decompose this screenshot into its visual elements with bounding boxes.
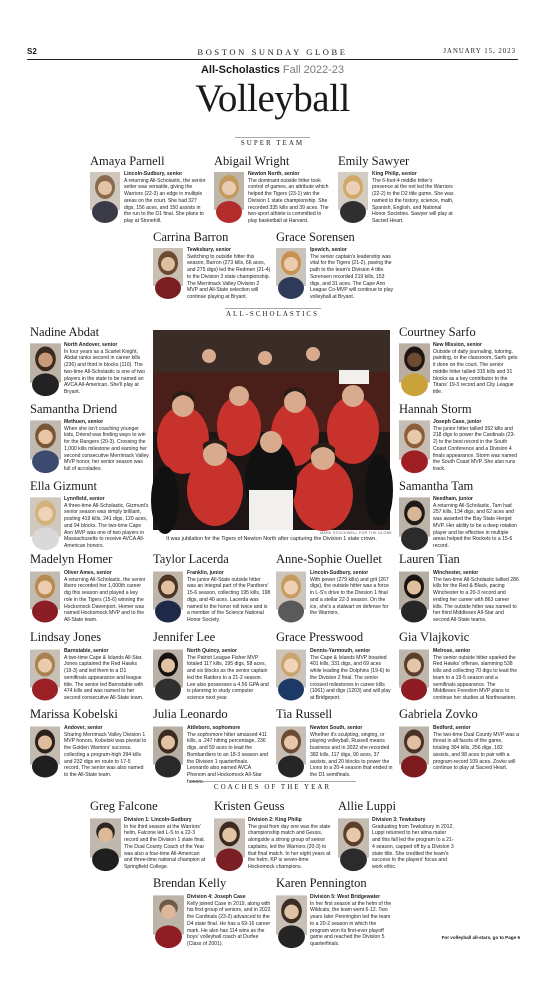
player-photo [399, 420, 430, 460]
coach-division: Division 4: Joseph Case [187, 894, 246, 900]
player-name: Carrina Barron [153, 230, 229, 244]
player-bio-text: The 6-foot-4 middle hitter's presence at the net led the Warriors (22-2) to the D2 title game. She was named to the history, science, math, Spanish, English, and National Honor Societies. Sawyer will play at Sacred Heart. [372, 177, 454, 225]
player-school: Needham, junior [433, 496, 473, 502]
coach-name: Greg Falcone [90, 799, 158, 813]
player-name: Gabriela Zovko [399, 707, 478, 721]
player-school: King Philip, senior [372, 171, 417, 177]
portrait-icon [153, 895, 184, 935]
player-name: Lauren Tian [399, 552, 460, 566]
section-rule [235, 137, 310, 138]
coach-bio-text: The goal from day one was the state championship match and Geuss, alongside a strong group of senior captains, led the Warriors (20-3) to that final match. In her eight years at the helm, KP is seven-time Hockomock champions. [248, 823, 331, 871]
player-school: Lincoln-Sudbury, senior [310, 570, 369, 576]
portrait-icon [30, 497, 61, 537]
coach-name: Karen Pennington [276, 876, 367, 890]
player-bio [187, 570, 271, 628]
player-school: New Mission, senior [433, 342, 482, 348]
player-school: North Andover, senior [64, 342, 118, 348]
player-school: North Quincy, senior [187, 648, 237, 654]
player-photo [30, 649, 60, 688]
player-school: Newton South, senior [310, 725, 363, 731]
player-bio-text: Switching to outside hitter this season, Barron (273 kills, 66 aces, and 275 digs) led the Redmen (21-4) to the Division 3 state championship. The Merrimack Valley Division 2 MVP and All-State selection will continue playing at Bryant. [187, 253, 271, 301]
coach-bio-text: Graduating from Tewksbury in 2012, Luppi returned to her alma mater and this fall led the program to a 21-4 season, capped off by a Division 3 state title. She credited the team's success to the players' focus and work ethic. [372, 823, 454, 871]
player-school: Lynnfield, senior [64, 496, 105, 502]
player-name: Madelyn Homer [30, 552, 113, 566]
player-bio-text: A returning All-Scholastic, Tam had 257 kills, 134 digs, and 62 aces and was awarded the Bay State Herget MVP. Her ability to be a deep rotation player and be effective in multiple areas helped the Rockets to a 15-6 record. [433, 502, 518, 550]
player-bio [248, 171, 330, 236]
coach-photo [214, 818, 245, 858]
player-bio-text: A returning All-Scholastic, the senior libero recorded her 1,000th career dig this season and played a key role in the Tigers (15-6) winning the Hockomock Davenport. Homer was named Hockomock MVP and to the All-State team. [64, 576, 146, 624]
coach-bio [187, 894, 273, 956]
jump-line: For volleyball all-stars, go to Page 6 [441, 935, 520, 940]
player-name: Taylor Lacerda [153, 552, 229, 566]
portrait-icon [399, 649, 429, 688]
player-photo [30, 571, 60, 610]
coach-division: Division 3: Tewksbury [372, 817, 426, 823]
portrait-icon [399, 420, 430, 460]
portrait-icon [90, 172, 120, 210]
section-rule [225, 308, 321, 309]
player-bio [310, 648, 394, 706]
portrait-icon [30, 726, 60, 765]
player-photo [153, 571, 183, 610]
player-school: Barnstable, senior [64, 648, 109, 654]
portrait-icon [399, 497, 430, 537]
player-name: Grace Sorensen [276, 230, 355, 244]
player-name: Emily Sawyer [338, 154, 410, 168]
player-bio-text: A three-time All-Scholastic, Gizmunt's senior season was simply brilliant, posting 419 kills, 241 digs, 120 aces, and 94 blocks. The two-time Cape Ann MVP was one of two players in Massachusetts to receive AVCA All-American honors. [64, 502, 149, 550]
player-bio-text: The dominant outside hitter took control of games, an attribute which helped the Tigers (23-1) win the Division 1 state championship. She recorded 335 kills and 39 aces. The two-sport athlete is committed to play basketball at Harvard. [248, 177, 329, 225]
player-school: Melrose, senior [433, 648, 471, 654]
player-name: Hannah Storm [399, 402, 472, 416]
coach-bio [372, 817, 456, 879]
portrait-icon [153, 649, 183, 688]
portrait-icon [153, 571, 183, 610]
player-photo [399, 343, 430, 383]
coach-bio-text: In her first season at the helm of the Wildcats, the team went 6-12. Two years later Pennington led the team to a 20-2 season in which the program won its first-ever playoff game and reached the Division 5 quarterfinals. [310, 900, 392, 948]
page-title: Volleyball [195, 77, 350, 120]
player-bio-text: A returning All-Scholastic, the senior setter was versatile, giving the Warriors (22-3) an edge in multiple areas on the court. She had 327 digs, 156 aces, and 150 assists in the run to the D1 final. She plans to play at Stonehill. [124, 177, 206, 225]
player-bio [433, 496, 519, 554]
player-bio-text: The two-time All-Scholastic tallied 286 kills for the Red & Black, pacing Winchester to a 20-3 record and ending her career with 863 career kills. The outside hitter was named to her third Middlesex All-Star and second All-State teams. [433, 576, 519, 624]
player-photo [399, 649, 429, 688]
player-bio-text: The Cape & Islands MVP boasted 401 kills, 331 digs, and 69 aces while leading the Dolphins (19-6) to the Division 2 final. The senior crossed milestones in career kills (1061) and digs (1203) and will play at Bridgeport. [310, 654, 391, 702]
player-school: Dennis-Yarmouth, senior [310, 648, 371, 654]
player-school: Oliver Ames, senior [64, 570, 112, 576]
player-school: Methuen, senior [64, 419, 104, 425]
player-bio-text: A two-time Cape & Islands All-Star, Jones captained the Red Hawks (19-3) and led them to a D1 semifinals appearance and league title. The senior led Barnstable with 474 kills and was named to her second consecutive All-State team. [64, 654, 144, 702]
player-photo [276, 248, 306, 286]
player-photo [276, 649, 306, 688]
player-name: Abigail Wright [214, 154, 290, 168]
coach-division: Division 5: West Bridgewater [310, 894, 381, 900]
player-bio-text: Outside of daily journaling, tutoring, painting, or the classroom, Sarfo gets it done on the court. The senior middle hitter tallied 315 kills and 31 blocks as a key contributor to the Titans' 19-3 record and City League title. [433, 348, 518, 396]
player-name: Marissa Kobelski [30, 707, 118, 721]
player-school: Newton North, senior [248, 171, 300, 177]
player-bio [187, 648, 271, 706]
portrait-icon [30, 571, 60, 610]
player-photo [90, 172, 120, 210]
page-number: S2 [27, 47, 37, 56]
portrait-icon [214, 818, 245, 858]
portrait-icon [399, 571, 429, 610]
player-photo [30, 497, 61, 537]
coach-name: Allie Luppi [338, 799, 396, 813]
player-bio [64, 419, 149, 477]
player-school: Ipswich, senior [310, 247, 347, 253]
player-school: Lincoln-Sudbury, senior [124, 171, 183, 177]
player-photo [153, 726, 183, 765]
player-bio-text: The junior hitter tallied 392 kills and 218 digs to power the Cardinals (23-2) to the best record in the South Coast Conference and a Division 4 finals appearance. Storm was named the South Coast MVP. She also runs track. [433, 425, 518, 473]
player-school: Tewksbury, senior [187, 247, 231, 253]
player-bio-text: When she isn't coaching younger kids, Driend was finding ways to win for the Rangers (20-3). Crossing the 1,000 kills milestone and earning her second consecutive Merrimack Valley MVP honor, her senior season was full of accolades. [64, 425, 149, 473]
photo-caption: It was jubilation for the Tigers of Newton North after capturing the Division 1 state crown. [166, 536, 377, 542]
portrait-icon [338, 818, 369, 858]
player-name: Jennifer Lee [153, 630, 216, 644]
portrait-icon [30, 420, 61, 460]
section-head-coaches: COACHES OF THE YEAR [213, 783, 332, 791]
player-bio [187, 247, 271, 307]
player-bio-text: In four years as a Scarlet Knight, Abdat ranks second in career kills (236) and third in blocks (110). The two-time All-Scholastic is one of two players in the state to be named an AVCA All-American. She'll play at Bryant. [64, 348, 145, 396]
player-name: Nadine Abdat [30, 325, 100, 339]
player-bio [187, 725, 271, 785]
portrait-icon [276, 895, 307, 935]
portrait-icon [214, 172, 244, 210]
player-bio-text: The sophomore hitter amassed 411 kills, a .247 hitting percentage, 236 digs, and 59 aces to lead the Bombardiers to an 18-3 season and the Division 1 quarterfinals. Leonardo also earned AVCA Phenom and Hockomock All-Star honors. [187, 731, 268, 785]
portrait-icon [399, 343, 430, 383]
player-photo [338, 172, 368, 210]
player-bio [310, 247, 394, 307]
player-bio-text: The Patriot League Fisher MVP totaled 117 kills, 195 digs, 58 aces, and six blocks as the senior captain led the Raiders to a 21-2 season. Lee also possesses a 4.56 GPA and is planning to study computer science next year. [187, 654, 269, 702]
player-name: Samantha Driend [30, 402, 118, 416]
kicker-season: Fall 2022-23 [282, 64, 345, 76]
player-school: Joseph Case, junior [433, 419, 482, 425]
player-photo [399, 497, 430, 537]
player-photo [30, 420, 61, 460]
portrait-icon [30, 649, 60, 688]
player-school: Franklin, junior [187, 570, 224, 576]
coach-bio [124, 817, 208, 879]
coach-photo [153, 895, 184, 935]
player-bio-text: The junior All-State outside hitter was an integral part of the Panthers' 15-6 season, collecting 195 kills, 198 digs, and 40 aces. Lacerda was named to the honor roll twice and is a member of the Science National Honor Society. [187, 576, 271, 624]
player-name: Tia Russell [276, 707, 333, 721]
player-school: Bedford, senior [433, 725, 471, 731]
portrait-icon [30, 343, 61, 383]
coach-name: Brendan Kelly [153, 876, 227, 890]
player-name: Amaya Parnell [90, 154, 165, 168]
player-bio [64, 342, 149, 400]
player-bio [64, 725, 147, 781]
player-bio-text: Sharing Merrimack Valley Division 1 MVP honors, Kobelski was pivotal to the Golden Warriors' success, collecting a program-high 394 kills and 232 digs en route to 17-5 record. The senior was also named to the All-State team. [64, 731, 147, 779]
player-bio [433, 419, 519, 477]
player-photo [30, 343, 61, 383]
portrait-icon [153, 726, 183, 765]
player-name: Lindsay Jones [30, 630, 102, 644]
player-school: Attleboro, sophomore [187, 725, 241, 731]
section-head-all-scholastics: ALL-SCHOLASTICS [225, 310, 319, 318]
portrait-icon [399, 726, 429, 765]
player-bio [64, 648, 147, 706]
section-head-super-team: SUPER TEAM [240, 139, 305, 147]
coach-bio-text: In his third season at the Warriors' helm, Falcone led L-S to a 22-3 record and the Division 1 state final. The Dual County Coach of the Year was also a four-time All-American and three-time national champion at Springfield College. [124, 823, 206, 871]
player-name: Courtney Sarfo [399, 325, 476, 339]
player-photo [399, 726, 429, 765]
portrait-icon [338, 172, 368, 210]
player-name: Gia Vlajkovic [399, 630, 470, 644]
portrait-icon [276, 726, 306, 765]
portrait-icon [153, 248, 183, 286]
portrait-icon [276, 649, 306, 688]
player-school: Andover, senior [64, 725, 103, 731]
player-bio [372, 171, 454, 236]
player-photo [153, 248, 183, 286]
player-bio-text: The senior captain's leadership was vital for the Tigers (21-2), paving the path to the team's Division 4 title. Sorensen recorded 219 kills, 153 digs, and 31 aces. The Cape Ann League Co-MVP will continue to play volleyball at Bryant. [310, 253, 394, 301]
player-photo [30, 726, 60, 765]
coach-photo [90, 818, 121, 858]
player-photo [214, 172, 244, 210]
issue-date: JANUARY 15, 2023 [443, 48, 516, 55]
photo-credit: MARK STOCKWELL FOR THE GLOBE [320, 531, 392, 535]
player-bio [310, 570, 394, 628]
coach-name: Kristen Geuss [214, 799, 285, 813]
kicker-series: All-Scholastics [200, 64, 280, 76]
player-bio [124, 171, 206, 236]
team-celebration-photo [153, 330, 390, 530]
player-photo [276, 726, 306, 765]
portrait-icon [276, 571, 306, 610]
coach-bio [248, 817, 332, 879]
coach-bio [310, 894, 396, 956]
player-bio [433, 342, 519, 400]
player-name: Ella Gizmunt [30, 479, 97, 493]
portrait-icon [276, 248, 306, 286]
player-photo [276, 571, 306, 610]
player-name: Anne-Sophie Ouellet [276, 552, 382, 566]
player-bio-text: The senior outside hitter sparked the Red Hawks' offense, slamming 538 kills and collecting 70 digs to lead the team to a 19-5 season and a semifinals appearance. The Middlesex Freedom MVP plans to continue her studies at Northeastern. [433, 654, 518, 702]
coach-division: Division 2: King Philip [248, 817, 302, 823]
masthead: BOSTON SUNDAY GLOBE [197, 47, 348, 57]
player-bio [64, 570, 147, 628]
kicker [0, 64, 545, 76]
player-bio-text: With power (279 kills) and grit (267 digs), the outside hitter was a force in L-S's drive to the Division 1 final and a stellar 22-3 season. On the ice, she's a stalwart on defense for the Warriors. [310, 576, 389, 617]
player-bio-text: The two-time Dual County MVP was a threat in all facets of the game, totaling 304 kills, 256 digs, 182 assists, and 98 aces to pair with a program-record 109 aces. Zovko will continue to play at Sacred Heart. [433, 731, 519, 772]
player-photo [153, 649, 183, 688]
coach-photo [338, 818, 369, 858]
player-bio [310, 725, 394, 781]
player-name: Grace Presswood [276, 630, 364, 644]
player-photo [399, 571, 429, 610]
coach-division: Division 1: Lincoln-Sudbury [124, 817, 192, 823]
player-bio [433, 570, 519, 628]
coach-bio-text: Kelly joined Case in 2019, along with his first group of seniors, and in 2022 the Cardinals (23-2) advanced to the D4 state final. He has a 69-16 career mark. He also has 114 wins as the boys' volleyball coach at Durfee (Class of 2001). [187, 900, 271, 948]
player-name: Samantha Tam [399, 479, 474, 493]
portrait-icon [90, 818, 121, 858]
player-bio [433, 648, 519, 706]
coach-photo [276, 895, 307, 935]
player-bio-text: Whether it's sculpting, singing, or playing volleyball, Russell means business and in 2022 she recorded 382 kills, 117 digs, 90 aces, 37 assists, and 20 blocks to power the Lions to a 20-4 season that ended in the D1 semifinals. [310, 731, 393, 779]
player-bio [433, 725, 519, 781]
player-name: Julia Leonardo [153, 707, 228, 721]
player-bio [64, 496, 149, 554]
player-school: Winchester, senior [433, 570, 479, 576]
header-rule [27, 59, 518, 60]
